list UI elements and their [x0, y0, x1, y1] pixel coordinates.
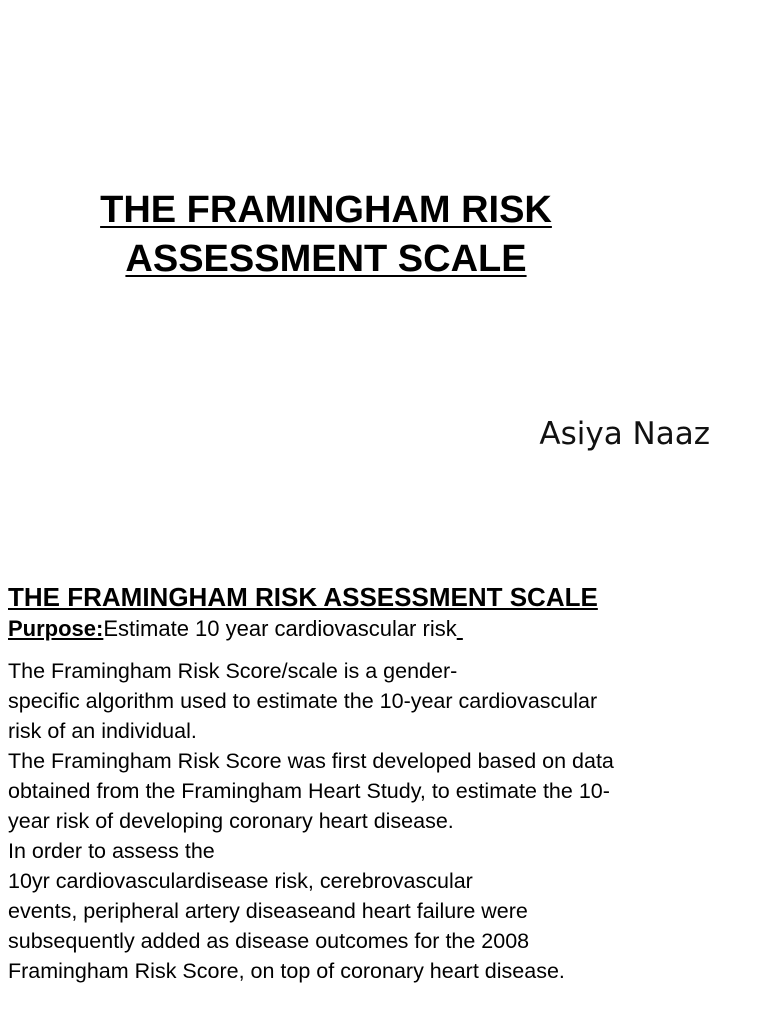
slide-title — [40, 186, 612, 284]
text-line: risk of an individual. — [8, 719, 197, 743]
text-line: The Framingham Risk Score was first developed based on data — [8, 749, 614, 773]
text-line: 10yr cardiovasculardisease risk, cerebrovascular — [8, 869, 473, 893]
text-line: specific algorithm used to estimate the 10-year cardiovascular — [8, 689, 598, 713]
description-paragraph — [8, 656, 753, 986]
slide-title-line-1: THE FRAMINGHAM RISK — [100, 189, 552, 231]
text-line: year risk of developing coronary heart disease. — [8, 809, 454, 833]
text-line: subsequently added as disease outcomes for the 2008 — [8, 929, 530, 953]
text-line: The Framingham Risk Score/scale is a gender- — [8, 659, 458, 683]
purpose-text: Estimate 10 year cardiovascular risk — [103, 616, 457, 641]
section-heading: THE FRAMINGHAM RISK ASSESSMENT SCALE — [8, 582, 598, 612]
text-line: In order to assess the — [8, 839, 215, 863]
purpose-trail — [457, 616, 463, 641]
author-name: Asiya Naaz — [539, 416, 710, 452]
text-line: obtained from the Framingham Heart Study, to estimate the 10- — [8, 779, 610, 803]
content-section — [8, 580, 753, 986]
purpose-line — [8, 614, 753, 644]
purpose-label: Purpose: — [8, 616, 104, 641]
slide-title-line-2: ASSESSMENT SCALE — [125, 238, 527, 280]
text-line: Framingham Risk Score, on top of coronary heart disease. — [8, 959, 565, 983]
text-line: events, peripheral artery diseaseand heart failure were — [8, 899, 528, 923]
